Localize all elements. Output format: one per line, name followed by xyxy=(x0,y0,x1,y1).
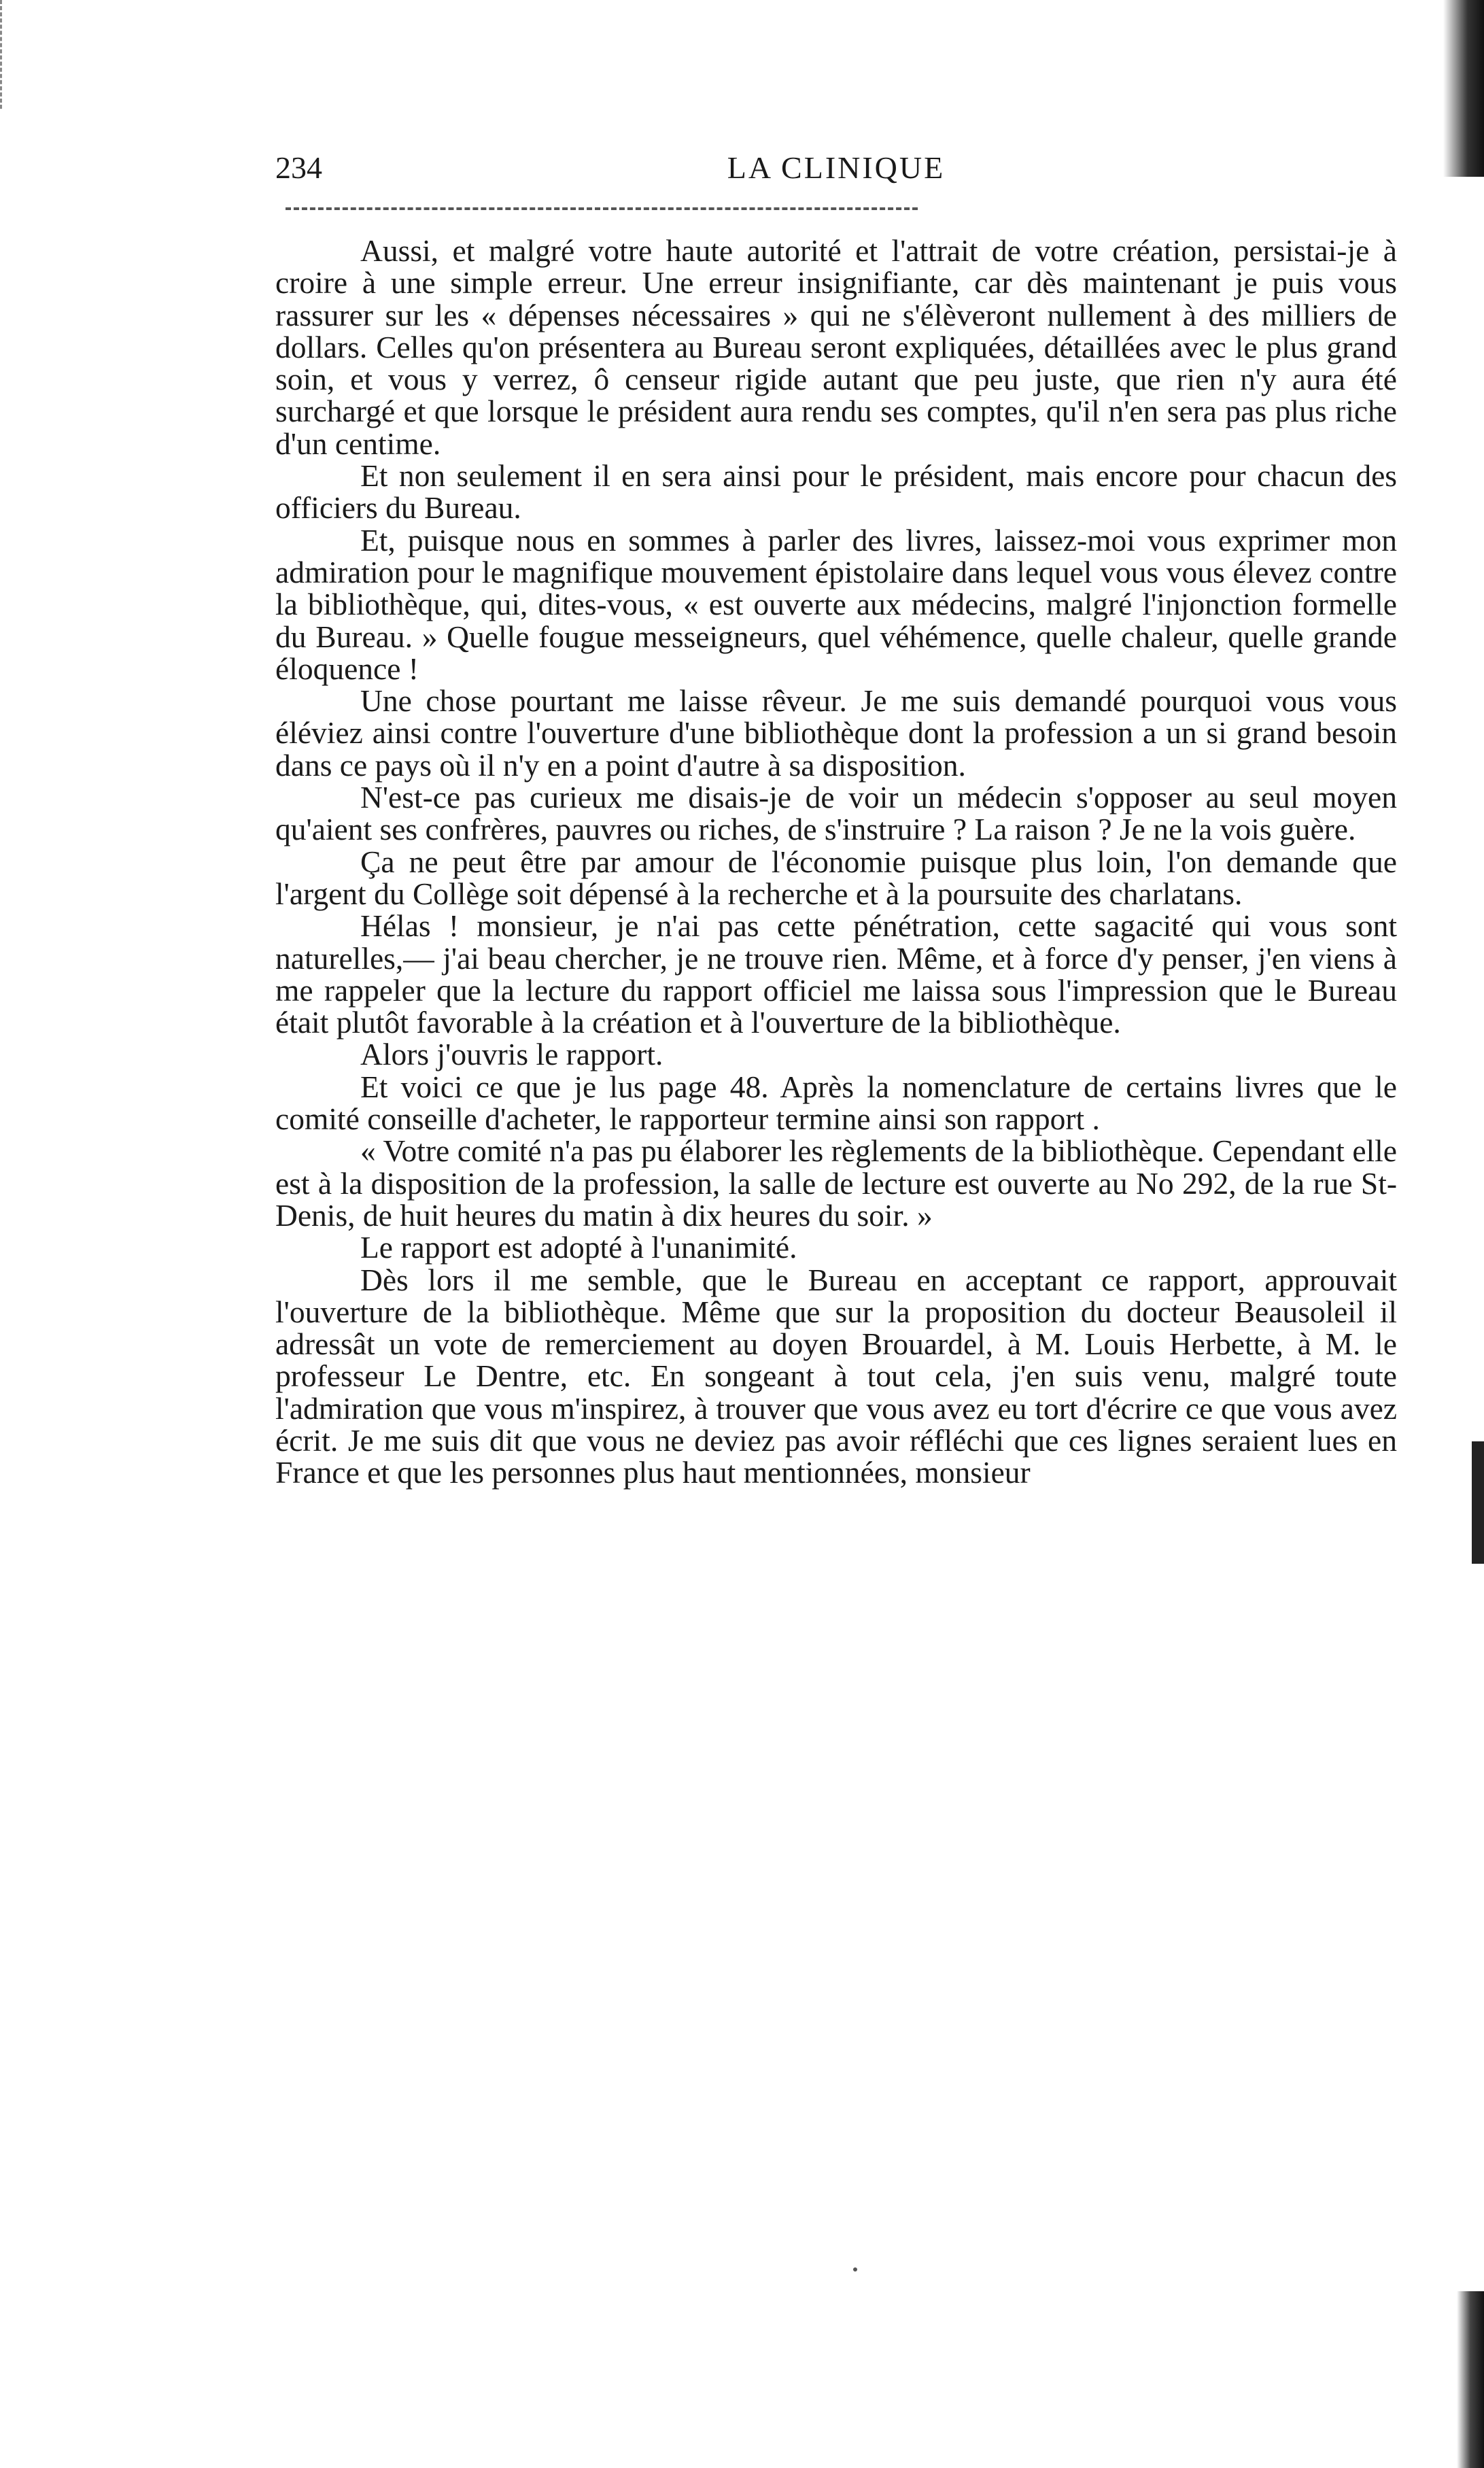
paragraph: Aussi, et malgré votre haute autorité et l'attrait de votre création, persistai-je à croire à une simple erreur. Une erreur insignifiante, car dès maintenant je puis vous rassurer sur les « dépenses nécessaires » qui ne s'élèveront nullement à des milliers de dollars. Celles qu'on présentera au Bureau seront expliquées, détaillées avec le plus grand soin, et vous y verrez, ô censeur rigide autant que peu juste, que rien n'y aura été surchargé et que lorsque le président aura rendu ses comptes, qu'il n'en sera pas plus riche d'un centime. xyxy=(275,233,1397,461)
left-edge-mark xyxy=(0,0,5,109)
quoted-paragraph: « Votre comité n'a pas pu élaborer les règlements de la bibliothèque. Cependant elle est à la disposition de la profession, la salle de lecture est ouverte au No 292, de la rue St-Denis, de huit heures du matin à dix heures du soir. » xyxy=(275,1133,1397,1233)
page-number: 234 xyxy=(275,150,322,185)
header-rule xyxy=(286,207,918,210)
paragraph: Une chose pourtant me laisse rêveur. Je me suis demandé pourquoi vous vous éléviez ainsi contre l'ouverture d'une bibliothèque dont la profession a un si grand besoin dans ce pays où il n'y en a point d'autre à sa disposition. xyxy=(275,683,1397,783)
right-edge-mark xyxy=(1472,1441,1484,1564)
paragraph: Et non seulement il en sera ainsi pour le président, mais encore pour chacun des officiers du Bureau. xyxy=(275,458,1397,526)
paragraph: Et, puisque nous en sommes à parler des livres, laissez-moi vous exprimer mon admiration pour le magnifique mouvement épistolaire dans lequel vous vous élevez contre la bibliothèque, qui, dites-vous, « est ouverte aux médecins, malgré l'injonction formelle du Bureau. » Quelle fougue messeigneurs, quel véhémence, quelle chaleur, quelle grande éloquence ! xyxy=(275,522,1397,686)
running-title: LA CLINIQUE xyxy=(727,150,946,185)
paragraph: Hélas ! monsieur, je n'ai pas cette pénétration, cette sagacité qui vous sont naturelles,— j'ai beau chercher, je ne trouve rien. Même, et à force d'y penser, j'en viens à me rappeler que la lecture du rapport officiel me laissa sous l'impression que le Bureau était plutôt favorable à la création et à l'ouverture de la bibliothèque. xyxy=(275,908,1397,1040)
top-right-edge-shadow xyxy=(1443,0,1484,177)
bottom-right-edge-shadow xyxy=(1457,2291,1484,2468)
paragraph: Le rapport est adopté à l'unanimité. xyxy=(360,1230,797,1265)
page-header xyxy=(275,150,1397,204)
paragraph: Dès lors il me semble, que le Bureau en acceptant ce rapport, approuvait l'ouverture de la bibliothèque. Même que sur la proposition du docteur Beausoleil il adressât un vote de remerciement au doyen Brouardel, à M. Louis Herbette, à M. le professeur Le Dentre, etc. En songeant à tout cela, j'en suis venu, malgré toute l'admiration que vous m'inspirez, à trouver que vous avez eu tort d'écrire ce que vous avez écrit. Je me suis dit que vous ne deviez pas avoir réfléchi que ces lignes seraient lues en France et que les personnes plus haut mentionnées, monsieur xyxy=(275,1262,1397,1490)
paragraph: N'est-ce pas curieux me disais-je de voir un médecin s'opposer au seul moyen qu'aient ses confrères, pauvres ou riches, de s'instruire ? La raison ? Je ne la vois guère. xyxy=(275,780,1397,847)
paragraph: Alors j'ouvris le rapport. xyxy=(360,1037,663,1072)
paragraph: Et voici ce que je lus page 48. Après la nomenclature de certains livres que le comité conseille d'acheter, le rapporteur termine ainsi son rapport . xyxy=(275,1069,1397,1137)
body-text xyxy=(275,235,1397,1489)
ink-speck xyxy=(853,2267,857,2272)
paragraph: Ça ne peut être par amour de l'économie puisque plus loin, l'on demande que l'argent du Collège soit dépensé à la recherche et à la poursuite des charlatans. xyxy=(275,844,1397,911)
